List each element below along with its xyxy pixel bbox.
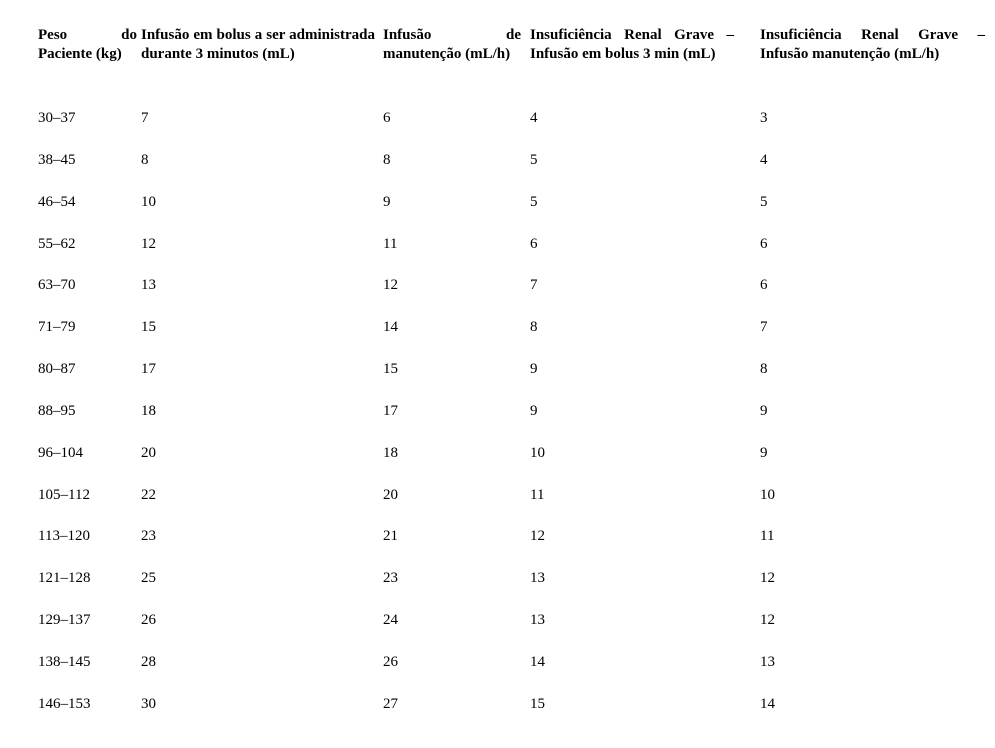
maintenance-infusion-cell: 12: [383, 277, 398, 294]
renal-bolus-cell: 6: [530, 235, 538, 252]
weight-range-cell: 129–137: [38, 612, 91, 629]
header-line: Infusão manutenção (mL/h): [760, 46, 940, 62]
bolus-infusion-cell: 13: [141, 277, 156, 294]
renal-maintenance-cell: 12: [760, 570, 775, 587]
renal-bolus-cell: 13: [530, 612, 545, 629]
header-line: Insuficiência Renal Grave –: [530, 27, 734, 43]
bolus-infusion-cell: 18: [141, 402, 156, 419]
renal-bolus-cell: 8: [530, 319, 538, 336]
renal-maintenance-cell: 7: [760, 319, 768, 336]
bolus-infusion-cell: 15: [141, 319, 156, 336]
bolus-infusion-cell: 7: [141, 110, 149, 126]
column-header-irg-manutencao: [760, 26, 995, 64]
dosing-table-body: [38, 110, 995, 738]
renal-bolus-cell: 9: [530, 402, 538, 419]
renal-bolus-cell: 12: [530, 528, 545, 545]
maintenance-infusion-cell: 6: [383, 110, 391, 126]
header-line: Insuficiência Renal Grave –: [760, 27, 985, 43]
maintenance-infusion-cell: 20: [383, 486, 398, 503]
weight-range-cell: 80–87: [38, 361, 76, 378]
maintenance-infusion-cell: 21: [383, 528, 398, 545]
bolus-infusion-cell: 10: [141, 193, 156, 210]
weight-range-cell: 55–62: [38, 235, 76, 252]
maintenance-infusion-cell: 11: [383, 235, 398, 252]
renal-maintenance-cell: 6: [760, 235, 768, 252]
weight-range-cell: 113–120: [38, 528, 90, 545]
column-header-peso-paciente: [38, 26, 141, 64]
renal-maintenance-cell: 14: [760, 695, 775, 712]
bolus-infusion-cell: 17: [141, 361, 156, 378]
renal-maintenance-cell: 6: [760, 277, 768, 294]
weight-range-cell: 121–128: [38, 570, 91, 587]
maintenance-infusion-cell: 8: [383, 151, 391, 168]
maintenance-infusion-cell: 23: [383, 570, 398, 587]
maintenance-infusion-cell: 17: [383, 402, 398, 419]
bolus-infusion-cell: 8: [141, 151, 149, 168]
renal-maintenance-cell: 12: [760, 612, 775, 629]
renal-maintenance-cell: 3: [760, 110, 768, 126]
renal-maintenance-cell: 13: [760, 653, 775, 670]
weight-range-cell: 96–104: [38, 444, 83, 461]
header-line: Paciente (kg): [38, 46, 122, 62]
header-line: durante 3 minutos (mL): [141, 46, 295, 62]
column-header-irg-bolus: [530, 26, 760, 64]
weight-range-cell: 146–153: [38, 695, 91, 712]
maintenance-infusion-cell: 24: [383, 612, 398, 629]
weight-range-cell: 105–112: [38, 486, 90, 503]
bolus-infusion-cell: 12: [141, 235, 156, 252]
maintenance-infusion-cell: 14: [383, 319, 398, 336]
maintenance-infusion-cell: 26: [383, 653, 398, 670]
header-line: Infusão em bolus a ser administrada: [141, 27, 375, 43]
weight-range-cell: 63–70: [38, 277, 76, 294]
bolus-infusion-cell: 25: [141, 570, 156, 587]
renal-bolus-cell: 5: [530, 193, 538, 210]
renal-maintenance-cell: 8: [760, 361, 768, 378]
renal-maintenance-cell: 9: [760, 444, 768, 461]
weight-range-cell: 30–37: [38, 110, 76, 126]
bolus-infusion-cell: 23: [141, 528, 156, 545]
renal-maintenance-cell: 10: [760, 486, 775, 503]
weight-range-cell: 38–45: [38, 151, 76, 168]
header-line: manutenção (mL/h): [383, 46, 511, 62]
maintenance-infusion-cell: 27: [383, 695, 398, 712]
weight-range-cell: 46–54: [38, 193, 76, 210]
column-header-infusao-manutencao: [383, 26, 530, 64]
bolus-infusion-cell: 20: [141, 444, 156, 461]
header-line: Infusão de: [383, 27, 521, 43]
renal-bolus-cell: 13: [530, 570, 545, 587]
bolus-infusion-cell: 28: [141, 653, 156, 670]
renal-bolus-cell: 5: [530, 151, 538, 168]
renal-bolus-cell: 7: [530, 277, 538, 294]
weight-range-cell: 138–145: [38, 653, 91, 670]
renal-maintenance-cell: 11: [760, 528, 775, 545]
maintenance-infusion-cell: 9: [383, 193, 391, 210]
dosing-table-header: [38, 26, 995, 64]
bolus-infusion-cell: 30: [141, 695, 156, 712]
renal-bolus-cell: 10: [530, 444, 545, 461]
maintenance-infusion-cell: 18: [383, 444, 398, 461]
bolus-infusion-cell: 22: [141, 486, 156, 503]
renal-bolus-cell: 9: [530, 361, 538, 378]
renal-bolus-cell: 11: [530, 486, 545, 503]
weight-range-cell: 71–79: [38, 319, 76, 336]
renal-maintenance-cell: 4: [760, 151, 768, 168]
maintenance-infusion-cell: 15: [383, 361, 398, 378]
renal-bolus-cell: 4: [530, 110, 538, 126]
bolus-infusion-cell: 26: [141, 612, 156, 629]
column-header-infusao-bolus: [141, 26, 383, 64]
header-line: Infusão em bolus 3 min (mL): [530, 46, 716, 62]
renal-maintenance-cell: 5: [760, 193, 768, 210]
header-line: Peso do: [38, 27, 137, 43]
weight-range-cell: 88–95: [38, 402, 76, 419]
renal-maintenance-cell: 9: [760, 402, 768, 419]
renal-bolus-cell: 14: [530, 653, 545, 670]
renal-bolus-cell: 15: [530, 695, 545, 712]
